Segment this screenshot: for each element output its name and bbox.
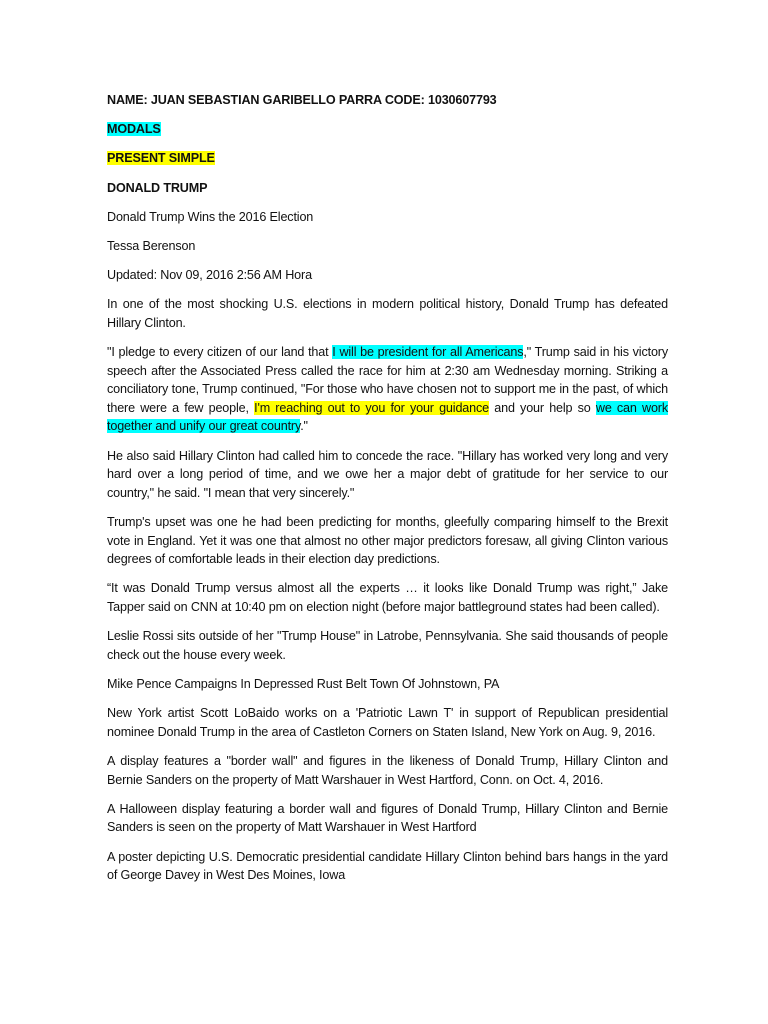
paragraph-border-wall: A display features a "border wall" and figures in the likeness of Donald Trump, Hillary Clinton and Bernie Sanders on the property of Matt Warshauer in West Hartford, Conn. on Oct. 4, 2016.: [107, 753, 668, 787]
paragraph-intro: In one of the most shocking U.S. elections in modern political history, Donald Trump has defeated Hillary Clinton.: [107, 297, 668, 330]
present-simple-heading: [107, 149, 668, 168]
modals-label: MODALS: [107, 122, 161, 137]
paragraph-concession: He also said Hillary Clinton had called him to concede the race. "Hillary has worked very long and very hard over a long period of time, and we owe her a major debt of gratitude for her service to our country," he said. "I mean that very sincerely.": [107, 448, 668, 500]
paragraph-upset: Trump's upset was one he had been predicting for months, gleefully comparing himself to the Brexit vote in England. Yet it was one that almost no other major predictors foresaw, all giving Clinton various degrees of comfortable leads in their election day predictions.: [107, 515, 668, 567]
article-updated: Updated: Nov 09, 2016 2:56 AM Hora: [107, 268, 312, 283]
paragraph-quote: [107, 343, 668, 436]
modals-heading: [107, 120, 668, 139]
subject-heading: DONALD TRUMP: [107, 180, 208, 195]
paragraph-halloween: A Halloween display featuring a border wall and figures of Donald Trump, Hillary Clinton and Bernie Sanders is seen on the property of Matt Warshauer in West Hartford: [107, 801, 668, 835]
paragraph-poster: A poster depicting U.S. Democratic presidential candidate Hillary Clinton behind bars hangs in the yard of George Davey in West Des Moines, Iowa: [107, 849, 668, 883]
paragraph-tapper: “It was Donald Trump versus almost all the experts … it looks like Donald Trump was right,” Jake Tapper said on CNN at 10:40 pm on election night (before major battleground states had been called).: [107, 581, 668, 614]
quote-text-c: and your help so: [489, 400, 596, 415]
paragraph-rossi: Leslie Rossi sits outside of her "Trump House" in Latrobe, Pennsylvania. She said thousands of people check out the house every week.: [107, 629, 668, 662]
paragraph-pence: Mike Pence Campaigns In Depressed Rust Belt Town Of Johnstown, PA: [107, 676, 500, 691]
quote-text-d: .": [300, 419, 308, 434]
quote-text-a: "I pledge to every citizen of our land that: [107, 345, 333, 360]
highlight-reaching-out: I'm reaching out to you for your guidance: [254, 400, 490, 415]
student-name-line: NAME: JUAN SEBASTIAN GARIBELLO PARRA CODE: 1030607793: [107, 93, 497, 107]
quote-text-b: ," Trump said in his victory speech after the Associated Press called the race for him at 2:30 am Wednesday morning. Striking a conciliatory tone, Trump continued, "For those who have chosen not to support me in the past, of which there were a few people,: [107, 345, 668, 415]
paragraph-lobaido: New York artist Scott LoBaido works on a 'Patriotic Lawn T' in support of Republican presidential nominee Donald Trump in the area of Castleton Corners on Staten Island, New York on Aug. 9, 2016.: [107, 706, 668, 739]
article-title: Donald Trump Wins the 2016 Election: [107, 209, 314, 224]
article-author: Tessa Berenson: [107, 238, 196, 253]
highlight-president-for-all: I will be president for all Americans: [332, 345, 524, 360]
present-simple-label: PRESENT SIMPLE: [107, 151, 215, 166]
highlight-work-together: we can work together and unify our great country: [107, 400, 668, 434]
